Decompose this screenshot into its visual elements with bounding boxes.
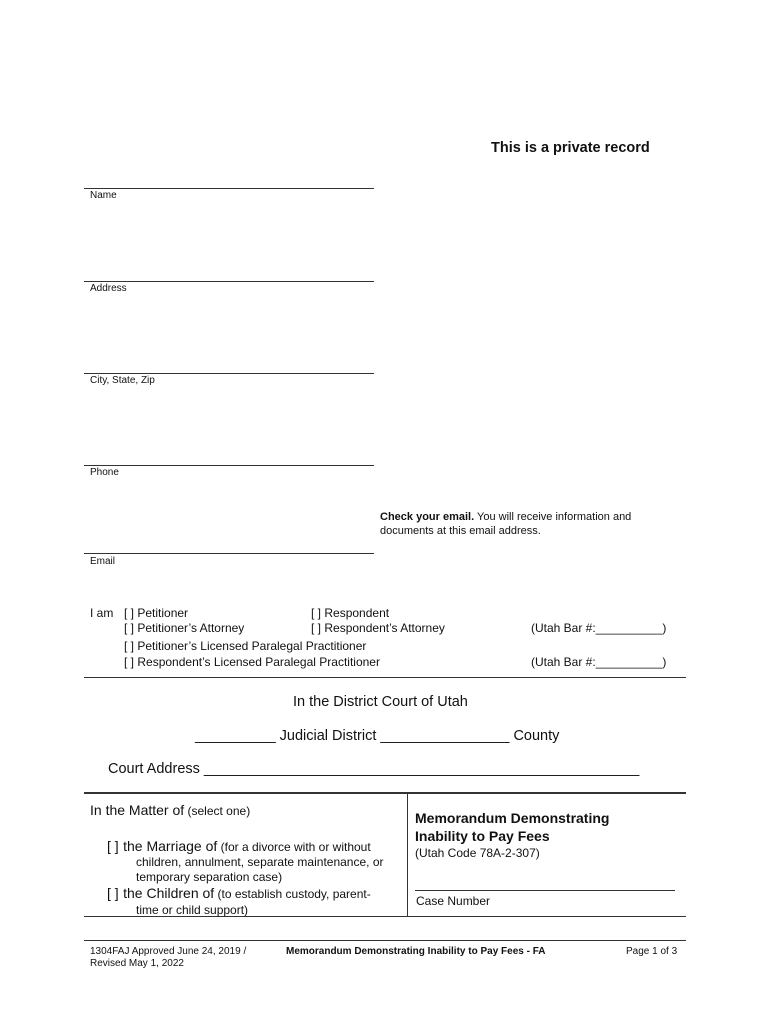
city-state-zip-label: City, State, Zip <box>90 375 155 386</box>
utah-code: (Utah Code 78A-2-307) <box>415 846 540 860</box>
checkbox-brackets: [ ] <box>107 838 119 854</box>
email-label: Email <box>90 556 116 567</box>
checkbox-brackets: [ ] <box>124 639 135 653</box>
email-notice-line2: documents at this email address. <box>380 525 541 537</box>
court-address-line[interactable]: Court Address ______________________________________________________ <box>108 761 640 777</box>
checkbox-brackets: [ ] <box>311 606 322 620</box>
caption-top-border <box>84 792 686 794</box>
name-line <box>84 188 374 189</box>
checkbox-brackets: [ ] <box>124 606 135 620</box>
children-note: (to establish custody, parent- <box>214 887 371 901</box>
respondent-checkbox[interactable] <box>311 606 389 620</box>
phone-label: Phone <box>90 467 119 478</box>
children-line2: time or child support) <box>136 903 249 917</box>
name-label: Name <box>90 190 117 201</box>
judicial-district-county-line[interactable]: __________ Judicial District ________________ County <box>195 728 560 744</box>
caption-vertical-divider <box>407 794 408 917</box>
footer-page-number: Page 1 of 3 <box>626 946 678 957</box>
section-divider <box>84 677 686 678</box>
email-notice-rest: You will receive information and <box>474 511 632 523</box>
utah-bar-field-2[interactable]: (Utah Bar #:__________) <box>531 655 667 669</box>
email-notice <box>380 511 631 523</box>
checkbox-brackets: [ ] <box>124 655 135 669</box>
checkbox-brackets: [ ] <box>107 885 119 901</box>
court-title: In the District Court of Utah <box>293 694 468 710</box>
memo-title-line1: Memorandum Demonstrating <box>415 810 610 826</box>
petitioner-lpp-checkbox[interactable] <box>124 639 366 653</box>
respondent-lpp-checkbox[interactable] <box>124 655 380 669</box>
respondent-attorney-checkbox[interactable] <box>311 621 445 635</box>
marriage-lead: the Marriage of <box>123 838 218 854</box>
private-record-notice: This is a private record <box>491 140 650 156</box>
marriage-note: (for a divorce with or without <box>217 840 371 854</box>
children-lead: the Children of <box>123 885 215 901</box>
petitioner-attorney-label: Petitioner’s Attorney <box>137 621 245 635</box>
email-notice-bold: Check your email. <box>380 511 475 523</box>
children-checkbox[interactable] <box>107 885 371 903</box>
respondent-lpp-label: Respondent’s Licensed Paralegal Practitioner <box>137 655 380 669</box>
email-line <box>84 553 374 554</box>
marriage-line3: temporary separation case) <box>136 870 283 884</box>
respondent-attorney-label: Respondent’s Attorney <box>324 621 445 635</box>
footer-divider <box>84 940 686 941</box>
petitioner-lpp-label: Petitioner’s Licensed Paralegal Practitioner <box>137 639 367 653</box>
marriage-checkbox[interactable] <box>107 838 371 856</box>
address-line <box>84 281 374 282</box>
matter-heading <box>90 802 250 818</box>
respondent-label: Respondent <box>324 606 390 620</box>
petitioner-attorney-checkbox[interactable] <box>124 621 244 635</box>
footer-form-id: 1304FAJ Approved June 24, 2019 / <box>90 946 247 957</box>
memo-title-line2: Inability to Pay Fees <box>415 828 550 844</box>
matter-heading-text: In the Matter of <box>90 802 185 818</box>
utah-bar-field-1[interactable]: (Utah Bar #:__________) <box>531 621 667 635</box>
matter-heading-note: (select one) <box>184 804 251 818</box>
phone-line <box>84 465 374 466</box>
case-number-label: Case Number <box>416 894 491 908</box>
case-number-line[interactable] <box>415 890 675 891</box>
marriage-line2: children, annulment, separate maintenance, or <box>136 855 384 869</box>
footer-revised: Revised May 1, 2022 <box>90 958 184 969</box>
city-line <box>84 373 374 374</box>
petitioner-checkbox[interactable] <box>124 606 188 620</box>
address-label: Address <box>90 283 127 294</box>
footer-doc-title: Memorandum Demonstrating Inability to Pay Fees - FA <box>286 946 546 957</box>
checkbox-brackets: [ ] <box>311 621 322 635</box>
petitioner-label: Petitioner <box>137 606 189 620</box>
checkbox-brackets: [ ] <box>124 621 135 635</box>
i-am-label: I am <box>90 606 114 620</box>
